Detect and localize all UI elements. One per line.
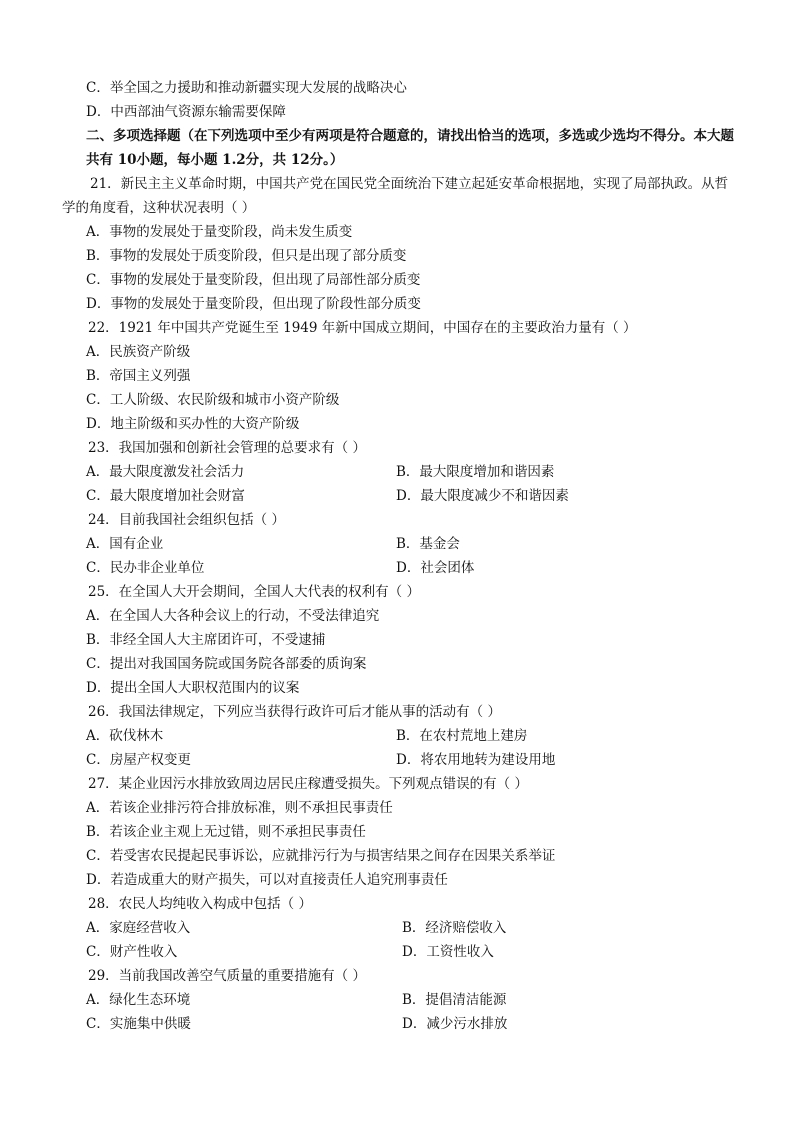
question-26-option-d: D．将农用地转为建设用地 — [396, 752, 556, 768]
question-26-option-b: B．在农村荒地上建房 — [396, 728, 528, 744]
question-24-option-d: D．社会团体 — [396, 560, 475, 576]
question-23-option-a: A．最大限度激发社会活力 — [86, 464, 245, 480]
question-25-option-a: A．在全国人大各种会议上的行动，不受法律追究 — [86, 608, 380, 624]
question-24-option-b: B．基金会 — [396, 536, 460, 552]
exam-page — [62, 76, 738, 1036]
question-23-option-b: B．最大限度增加和谐因素 — [396, 464, 555, 480]
question-28-option-a: A．家庭经营收入 — [86, 920, 191, 936]
question-28-option-c: C．财产性收入 — [86, 944, 178, 960]
question-23-option-d: D．最大限度减少不和谐因素 — [396, 488, 569, 504]
question-22-stem: 22．1921 年中国共产党诞生至 1949 年新中国成立期间，中国存在的主要政治力量有（ ） — [88, 320, 637, 336]
question-24-stem: 24．目前我国社会组织包括（ ） — [88, 512, 285, 528]
question-27-stem: 27．某企业因污水排放致周边居民庄稼遭受损失。下列观点错误的有（ ） — [88, 776, 528, 792]
question-21-option-a: A．事物的发展处于量变阶段，尚未发生质变 — [86, 224, 353, 240]
question-21-stem: 21．新民主主义革命时期，中国共产党在国民党全面统治下建立起延安革命根据地，实现了局部执政。从哲学的角度看，这种状况表明（ ） — [62, 176, 729, 216]
question-27-option-c: C．若受害农民提起民事诉讼，应就排污行为与损害结果之间存在因果关系举证 — [86, 848, 556, 864]
question-28-option-b: B．经济赔偿收入 — [402, 920, 507, 936]
question-26-option-a: A．砍伐林木 — [86, 728, 164, 744]
question-22-option-c: C．工人阶级、农民阶级和城市小资产阶级 — [86, 392, 340, 408]
question-29-option-c: C．实施集中供暖 — [86, 1016, 191, 1032]
question-24-row-2 — [62, 556, 738, 580]
question-23-option-c: C．最大限度增加社会财富 — [86, 488, 245, 504]
question-23-row-2 — [62, 484, 738, 508]
question-29-row-2 — [62, 1012, 738, 1036]
question-27-option-a: A．若该企业排污符合排放标准，则不承担民事责任 — [86, 800, 393, 816]
question-26-row-2 — [62, 748, 738, 772]
question-29-row-1 — [62, 988, 738, 1012]
question-21-option-c: C．事物的发展处于量变阶段，但出现了局部性部分质变 — [86, 272, 421, 288]
prev-option-d: D．中西部油气资源东输需要保障 — [86, 104, 286, 120]
question-26-row-1 — [62, 724, 738, 748]
question-25-option-b: B．非经全国人大主席团许可，不受逮捕 — [86, 632, 326, 648]
question-28-row-2 — [62, 940, 738, 964]
question-29-option-b: B．提倡清洁能源 — [402, 992, 507, 1008]
question-29-option-d: D．减少污水排放 — [402, 1016, 508, 1032]
question-26-option-c: C．房屋产权变更 — [86, 752, 191, 768]
section-heading: 二、多项选择题（在下列选项中至少有两项是符合题意的，请找出恰当的选项，多选或少选均不得分。本大题共有 10小题，每小题 1.2分，共 12分。） — [86, 128, 734, 168]
question-23-stem: 23．我国加强和创新社会管理的总要求有（ ） — [88, 440, 366, 456]
question-29-option-a: A．绿化生态环境 — [86, 992, 191, 1008]
question-26-stem: 26．我国法律规定，下列应当获得行政许可后才能从事的活动有（ ） — [88, 704, 501, 720]
question-28-option-d: D．工资性收入 — [402, 944, 494, 960]
question-23-row-1 — [62, 460, 738, 484]
question-22-option-b: B．帝国主义列强 — [86, 368, 191, 384]
question-21-option-b: B．事物的发展处于质变阶段，但只是出现了部分质变 — [86, 248, 407, 264]
question-24-option-c: C．民办非企业单位 — [86, 560, 205, 576]
question-25-option-c: C．提出对我国国务院或国务院各部委的质询案 — [86, 656, 367, 672]
question-25-stem: 25．在全国人大开会期间，全国人大代表的权利有（ ） — [88, 584, 420, 600]
question-29-stem: 29．当前我国改善空气质量的重要措施有（ ） — [88, 968, 366, 984]
question-22-option-a: A．民族资产阶级 — [86, 344, 191, 360]
question-25-option-d: D．提出全国人大职权范围内的议案 — [86, 680, 300, 696]
question-27-option-b: B．若该企业主观上无过错，则不承担民事责任 — [86, 824, 366, 840]
question-27-option-d: D．若造成重大的财产损失，可以对直接责任人追究刑事责任 — [86, 872, 448, 888]
question-28-row-1 — [62, 916, 738, 940]
question-24-option-a: A．国有企业 — [86, 536, 164, 552]
question-22-option-d: D．地主阶级和买办性的大资产阶级 — [86, 416, 300, 432]
question-21-option-d: D．事物的发展处于量变阶段，但出现了阶段性部分质变 — [86, 296, 421, 312]
question-28-stem: 28．农民人均纯收入构成中包括（ ） — [88, 896, 312, 912]
prev-option-c: C．举全国之力援助和推动新疆实现大发展的战略决心 — [86, 80, 407, 96]
question-24-row-1 — [62, 532, 738, 556]
